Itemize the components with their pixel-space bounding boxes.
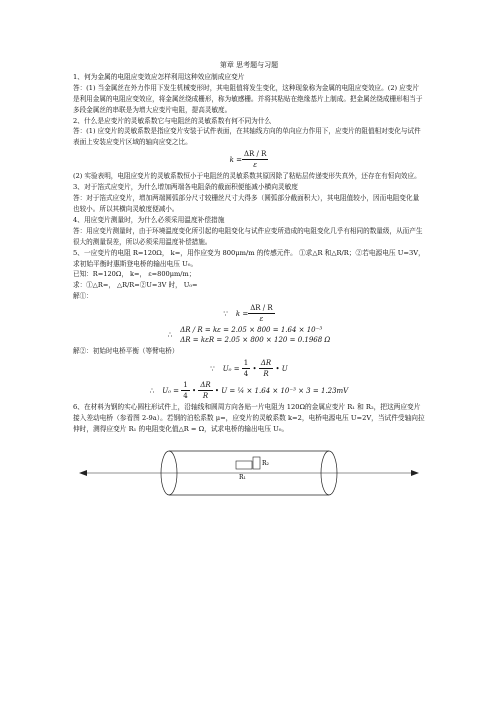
label-r2: R₂	[262, 459, 269, 467]
formula-k2-denominator: ε	[259, 315, 264, 324]
answer-2: 答：(1) 应变片的灵敏系数是指应变片安装于试件表面，在其轴线方向的单向应力作用下，应变片的阻值相对变化与试件表面上安装应变片区域的轴向应变之比。	[73, 127, 421, 147]
strain-gauge-r2	[253, 457, 260, 469]
ratio2-numerator: ΔR	[200, 381, 211, 390]
solution-1-label: 解①：	[73, 292, 93, 301]
quarter-numerator: 1	[243, 359, 249, 368]
question-2: 2、什么是应变片的灵敏系数它与电阻丝的灵敏系数有何不同为什么	[73, 116, 272, 125]
formula-k-lhs: k =	[229, 155, 242, 164]
formula-u0-dot: •	[252, 364, 257, 373]
answer-2b: (2) 实验表明，电阻应变片的灵敏系数恒小于电阻丝的灵敏系数其原因除了粘贴层传递变形失真外，还存在有恒向效应。	[73, 172, 421, 181]
formula-result-block	[73, 325, 425, 345]
solution-2-label: 解②：初始时电桥平衡（等臂电桥）	[73, 347, 179, 356]
equation-stack	[180, 325, 330, 345]
question-1: 1、何为金属的电阻应变效应怎样利用这种效应制成应变片	[73, 72, 245, 81]
because-symbol: ∵	[223, 309, 228, 318]
formula-k-numerator: ΔR / R	[243, 150, 267, 159]
because-symbol-2: ∵	[210, 364, 215, 373]
left-arrow-icon	[79, 470, 87, 476]
formula-u0r-quarter	[181, 380, 189, 401]
cylinder-specimen-figure	[73, 439, 425, 505]
formula-k2-numerator: ΔR / R	[250, 304, 273, 313]
answer-3: 答：对于箔式应变片，增加两端圆弧部分尺寸较栅丝尺寸大得多（圆弧部分截面积大），其电阻值较小，因而电阻变化量也较小。所以其横向灵敏度便减小。	[73, 194, 420, 213]
formula-u0r-dot: •	[191, 386, 197, 395]
question-3: 3、对于箔式应变片，为什么增加两端各电阻条的截面积便能减小横向灵敏度	[73, 183, 298, 192]
quarter2-numerator: 1	[183, 381, 188, 390]
formula-k-because	[73, 303, 425, 324]
quarter-denominator: 4	[243, 370, 249, 379]
therefore-symbol-2: ∴	[149, 386, 155, 395]
equation-absolute-change: ΔR = kεR = 2.05 × 800 × 120 = 0.1968 Ω	[180, 336, 331, 345]
ratio2-denominator: R	[202, 392, 209, 401]
formula-k	[73, 149, 425, 170]
formula-u0-lhs: U₀ =	[222, 364, 240, 373]
label-r1: R₁	[239, 473, 246, 481]
ratio-denominator: R	[263, 370, 269, 379]
formula-u0r-ratio	[198, 380, 212, 401]
formula-u0-result	[73, 380, 425, 401]
document-body	[73, 60, 425, 509]
formula-u0	[73, 358, 425, 379]
answer-4: 答：用应变片测量时，由于环境温度变化所引起的电阻变化与试件应变所造成的电阻变化几乎有相同的数量级，从而产生很大的测量误差，所以必须采用温度补偿措施。	[73, 226, 423, 246]
page-title: 第章 思考题与习题	[219, 61, 279, 69]
question-4: 4、用应变片测量时，为什么必须采用温度补偿措施	[73, 215, 225, 224]
formula-u0-tail: • U	[275, 364, 288, 373]
therefore-symbol: ∴	[167, 331, 173, 340]
formula-k-fraction	[242, 149, 268, 170]
quarter2-denominator: 4	[183, 392, 188, 401]
strain-gauge-r1	[236, 461, 252, 469]
question-6: 6、在材料为钢的实心圆柱形试件上，沿轴线和圆周方向各贴一片电阻为 120Ω的金属应变片 R₁ 和 R₂，把这两应变片接入差动电桥（参看图 2-9a）。若钢的泊松系数 μ=，应变片的灵敏系数 k=2，电桥电源电压 U=2V，当试件受轴向拉伸时，测得应变片 R₁ 的电阻变化值△R = Ω，试求电桥的输出电压 U₀。	[73, 403, 425, 433]
formula-k2-lhs: k =	[235, 309, 249, 318]
formula-k2-fraction	[248, 303, 274, 324]
formula-u0-ratio	[259, 358, 273, 379]
formula-u0r-tail: • U = ¼ × 1.64 × 10⁻³ × 3 = 1.23mV	[214, 386, 349, 395]
given-values: 已知：R=120Ω， k=， ε=800μm/m；	[73, 270, 196, 279]
formula-k-denominator: ε	[253, 161, 258, 170]
find-values: 求：①△R=， △R/R=②U=3V 时， U₀=	[73, 281, 198, 290]
equation-relative-change: ΔR / R = kε = 2.05 × 800 = 1.64 × 10⁻³	[180, 326, 323, 335]
formula-u0-quarter	[242, 358, 250, 379]
question-5: 5、一应变片的电阻 R=120Ω， k=，用作应变为 800μm/m 的传感元件。 ①求△R 和△R/R；②若电源电压 U=3V，求初始平衡时惠斯登电桥的输出电压 U₀。	[73, 248, 425, 268]
answer-1: 答：(1) 当金属丝在外力作用下发生机械变形时，其电阻值将发生变化，这种现象称为金属的电阻应变效应。(2) 应变片是利用金属的电阻应变效应，将金属丝绕成栅形，称为敏感栅。并将其粘贴在绝缘基片上制成。把金属丝绕成栅形相当于多段金属丝的串联是为增大应变片电阻，提高灵敏度。	[73, 83, 423, 114]
formula-u0r-lhs: U₀ =	[162, 386, 180, 395]
right-arrow-icon	[411, 470, 419, 476]
ratio-numerator: ΔR	[260, 359, 272, 368]
